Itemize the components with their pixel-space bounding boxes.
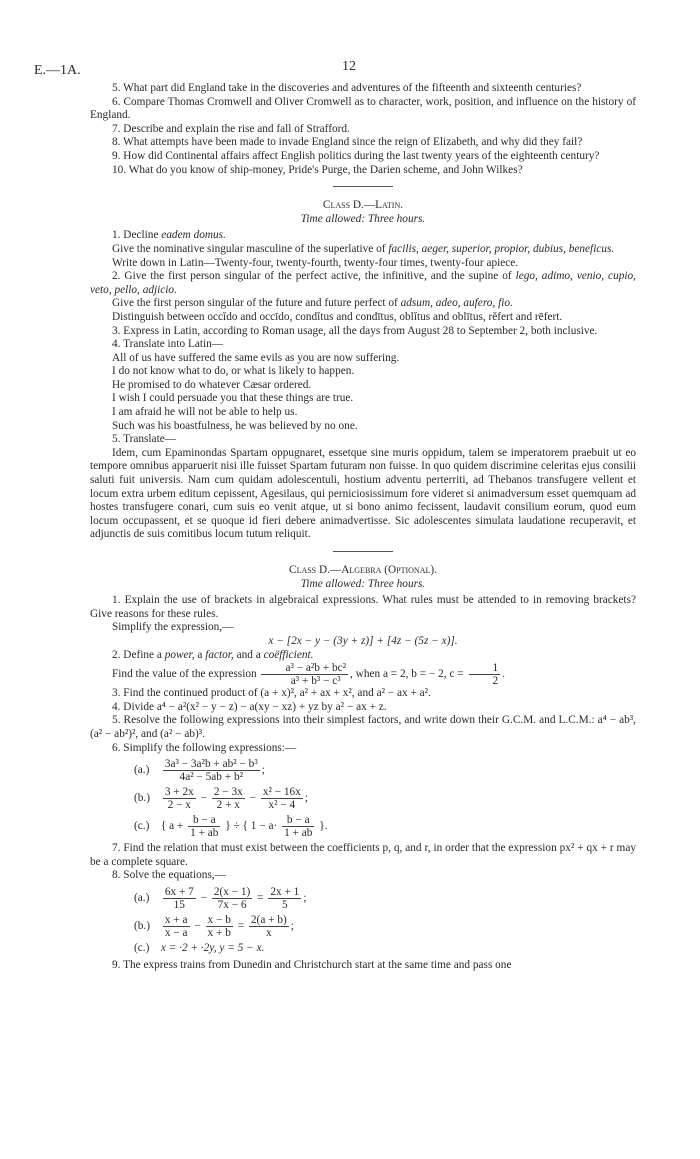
q6a-label: (a.): [134, 764, 150, 777]
q6c-label: (c.): [134, 820, 150, 833]
latin-q4-line: I wish I could persuade you that these things are true.: [112, 392, 354, 405]
algebra-q1-expr-text: x − [2x − y − (3y + z)] + [4z − (5z − x)].: [268, 634, 458, 647]
q2-factor: factor,: [205, 648, 234, 661]
fraction-numerator: 2(x − 1): [213, 885, 251, 898]
q8b-fraction-1: [163, 914, 190, 939]
q6a-expression: (a.) $\frac{\text{3a³ − 3a²b + ab² − b³}}{\text{4a² − 5ab + b²}}$ ;: [134, 758, 265, 784]
q2-when: , when a = 2, b = − 2, c =: [350, 668, 464, 681]
q6b-fraction-1: [163, 786, 196, 811]
latin-q1a-text: 1. Decline: [112, 229, 159, 242]
q6b-fraction-3: [261, 786, 303, 811]
fraction-numerator: 3a³ − 3a²b + ab² − b³: [164, 758, 258, 771]
fraction-numerator: a³ − a²b + bc²: [261, 662, 348, 675]
latin-heading: Class D.—Latin.: [322, 199, 404, 212]
history-question-7: 7. Describe and explain the rise and fall of Strafford.: [112, 122, 350, 135]
q2-coefficient: coëfficient.: [263, 648, 314, 661]
q8b-fraction-3: [249, 914, 289, 939]
algebra-question-4: 4. Divide a⁴ − a²(x² − y − z) − a(xy − xz) + yz by a² − ax + z.: [112, 700, 387, 713]
latin-q2b-italic: adsum, adeo, aufero, fio.: [400, 297, 513, 310]
q2b-text: Find the value of the expression: [112, 668, 257, 681]
section-divider: [333, 551, 393, 552]
fraction-denominator: 7x − 6: [217, 898, 247, 911]
algebra-question-2a: [90, 649, 636, 663]
algebra-q1-expression: [90, 635, 636, 649]
algebra-question-5: 5. Resolve the following expressions into their simplest factors, and write down their G.C.M. and L.C.M.: a⁴ − ab³, (a² − ab²)², and (a² − ab)³.: [90, 714, 636, 740]
q8a-fraction-1: [163, 886, 196, 911]
q8b-equation: (b.) $\frac{x + a}{x - a}$ − $\frac{x - b}{x + b}$ = $\frac{2(a + b)}{x}$ ;: [134, 913, 294, 939]
fraction-numerator: x² − 16x: [262, 786, 301, 799]
q8a-equation: (a.) $\frac{6x + 7}{15}$ − $\frac{2(x - 1)}{7x - 6}$ = $\frac{2x + 1}{5}$ ;: [134, 885, 307, 911]
algebra-question-9: 9. The express trains from Dunedin and Christchurch start at the same time and pass one: [112, 958, 512, 971]
q6a-fraction: [163, 758, 260, 783]
q6b-label: (b.): [134, 792, 150, 805]
latin-question-1b: [90, 243, 636, 257]
fraction-denominator: 4a² − 5ab + b²: [179, 771, 243, 784]
q6b-fraction-2: [212, 786, 245, 811]
latin-time-allowed: Time allowed: Three hours.: [300, 212, 426, 225]
history-question-8: 8. What attempts have been made to invade England since the reign of Elizabeth, and why did they fail?: [112, 136, 583, 149]
q2-text-2: a: [197, 648, 203, 661]
fraction-denominator: x: [266, 926, 272, 939]
q8a-fraction-2: [212, 886, 253, 911]
latin-q2a-italic: lego, adimo, venio, cupio, veto, pello, adjicio.: [90, 270, 636, 296]
algebra-question-6: 6. Simplify the following expressions:—: [112, 741, 297, 754]
page-number: 12: [342, 59, 356, 74]
history-question-9: 9. How did Continental affairs affect English politics during the last twenty years of the eighteenth century?: [112, 149, 600, 162]
q8b-label: (b.): [134, 920, 150, 932]
latin-question-2a: [90, 270, 636, 297]
q8a-label: (a.): [134, 892, 150, 904]
q6c-expression: (c.) { a + $\frac{b - a}{1 + ab}$ } ÷ { 1 − a· $\frac{b - a}{1 + ab}$ }.: [134, 814, 328, 840]
fraction-numerator: 2x + 1: [270, 885, 300, 898]
fraction-denominator: 2 − x: [167, 799, 191, 812]
q6c-fraction-2: [282, 814, 314, 839]
q8c-text: x = ·2 + ·2y, y = 5 − x.: [160, 941, 265, 954]
q2-text-3: and a: [236, 648, 261, 661]
algebra-question-7: 7. Find the relation that must exist between the coefficients p, q, and r, in order that the expression px² + qx + r may be a complete square.: [90, 842, 636, 868]
latin-section: [90, 199, 636, 542]
fraction-denominator: 1 + ab: [284, 827, 313, 840]
latin-question-3: 3. Express in Latin, according to Roman usage, all the days from August 28 to September 2, both inclusive.: [112, 324, 598, 337]
fraction-numerator: x − b: [207, 913, 231, 926]
fraction-numerator: 2 − 3x: [213, 786, 243, 799]
latin-question-4: 4. Translate into Latin—: [112, 338, 224, 351]
fraction-denominator: 1 + ab: [190, 827, 219, 840]
fraction-denominator: 2: [492, 675, 499, 688]
fraction-numerator: 2(a + b): [250, 913, 287, 926]
fraction-denominator: x − a: [164, 926, 188, 939]
latin-q1b-text: Give the nominative singular masculine of the superlative of: [112, 242, 386, 255]
algebra-question-3: 3. Find the continued product of (a + x)², a² + ax + x², and a² − ax + a².: [112, 687, 431, 700]
history-questions: [90, 82, 636, 177]
latin-q4-line: Such was his boastfulness, he was believed by no one.: [112, 419, 358, 432]
page-header: [34, 59, 636, 82]
latin-q4-line: I do not know what to do, or what is likely to happen.: [112, 365, 355, 378]
q8c-label: (c.): [134, 941, 150, 954]
q6c-fraction-1: [188, 814, 220, 839]
latin-q4-line: I am afraid he will not be able to help us.: [112, 406, 298, 419]
latin-question-2c: Distinguish between occĭdo and occīdo, condĭtus and condītus, oblĭtus and oblītus, rĕfert and rēfert.: [112, 310, 563, 323]
q2-power: power,: [164, 648, 195, 661]
q6b-expression: (b.) $\frac{3 + 2x}{2 - x}$ − $\frac{2 - 3x}{2 + x}$ − $\frac{\text{x² − 16x}}{\text{x² − 4}}$ ;: [134, 786, 308, 812]
algebra-section: [90, 564, 636, 972]
q8c-equation: [134, 942, 636, 956]
fraction-numerator: 1: [469, 662, 501, 675]
latin-question-2b: [90, 297, 636, 311]
algebra-question-1: 1. Explain the use of brackets in algebraical expressions. What rules must be attended to in removing brackets? Give reasons for these rules.: [90, 594, 636, 620]
algebra-heading: Class D.—Algebra (Optional).: [289, 564, 437, 576]
latin-q2b-text: Give the first person singular of the future and future perfect of: [112, 297, 398, 310]
fraction-denominator: 2 + x: [216, 799, 240, 812]
fraction-denominator: 5: [282, 898, 288, 911]
fraction-numerator: 6x + 7: [164, 885, 194, 898]
fraction-denominator: x + b: [207, 926, 231, 939]
q2-text-1: 2. Define a: [112, 648, 162, 661]
latin-q2a-text: 2. Give the first person singular of the perfect active, the infinitive, and the supine of: [112, 270, 512, 283]
section-divider: [333, 186, 393, 187]
history-question-5: 5. What part did England take in the discoveries and adventures of the fifteenth and sixteenth centuries?: [112, 82, 582, 94]
algebra-question-2b: Find the value of the expression $\frac{\text{a³ − a²b + bc²}}{\text{a³ + b³ − c³}}$ , when a = 2, b = − 2, c = $\frac{1}{2}$ .: [112, 662, 505, 688]
fraction-denominator: a³ + b³ − c³: [290, 675, 341, 688]
fraction-denominator: 15: [173, 898, 185, 911]
document-reference: E.—1A.: [34, 63, 81, 78]
q2-fraction: [261, 662, 348, 687]
algebra-question-1b: Simplify the expression,—: [112, 621, 234, 634]
latin-question-1a: [90, 229, 636, 243]
fraction-denominator: x² − 4: [268, 799, 296, 812]
latin-q1a-italic: eadem domus.: [161, 229, 226, 242]
fraction-numerator: b − a: [188, 814, 220, 827]
latin-question-1c: Write down in Latin—Twenty-four, twenty-fourth, twenty-four times, twenty-four apiece.: [112, 256, 519, 269]
history-question-6: 6. Compare Thomas Cromwell and Oliver Cromwell as to character, work, position, and influence on the history of England.: [90, 95, 636, 122]
algebra-time-allowed: Time allowed: Three hours.: [300, 577, 426, 590]
fraction-numerator: x + a: [164, 913, 188, 926]
latin-q4-line: He promised to do whatever Cæsar ordered.: [112, 378, 312, 391]
q2-c-fraction: [469, 662, 501, 687]
history-question-10: 10. What do you know of ship-money, Pride's Purge, the Darien scheme, and John Wilkes?: [112, 163, 523, 176]
algebra-question-8: 8. Solve the equations,—: [112, 869, 226, 882]
latin-q4-line: All of us have suffered the same evils as you are now suffering.: [112, 351, 400, 364]
fraction-numerator: b − a: [282, 814, 314, 827]
latin-q1b-italic: facilis, aeger, superior, propior, dubius, beneficus.: [388, 242, 615, 255]
q8a-fraction-3: [268, 886, 301, 911]
fraction-numerator: 3 + 2x: [164, 786, 194, 799]
latin-passage: Idem, cum Epaminondas Spartam oppugnaret, essetque sine muris oppidum, talem se imperatorem praebuit ut eo tempore omnibus apparuerit nisi ille fuisset Spartam futuram non fuisse. In quo quidem discrimine celeritas ejus consilii saluti fuit universis. Nam cum quidam adolescentuli, hostium adventu perterriti, ad Thebanos transfugere vellent et locum extra urbem editum cepissent, Agesilaus, qui perniciosissimum fore videret si animadversum esset quemquam ad hostes transfugere conari, cum suis eo venit atque, ut si bono animo fecissent, laudavit consilium eorum, quod eum locum occupassent, et se quoque id fieri debere animadvertisse. Sic adolescentes simulata laudatione recuperavit, et adjunctis de suis comitibus locum tutum reliquit.: [90, 446, 636, 541]
latin-question-5: 5. Translate—: [112, 433, 177, 446]
q8b-fraction-2: [206, 914, 233, 939]
